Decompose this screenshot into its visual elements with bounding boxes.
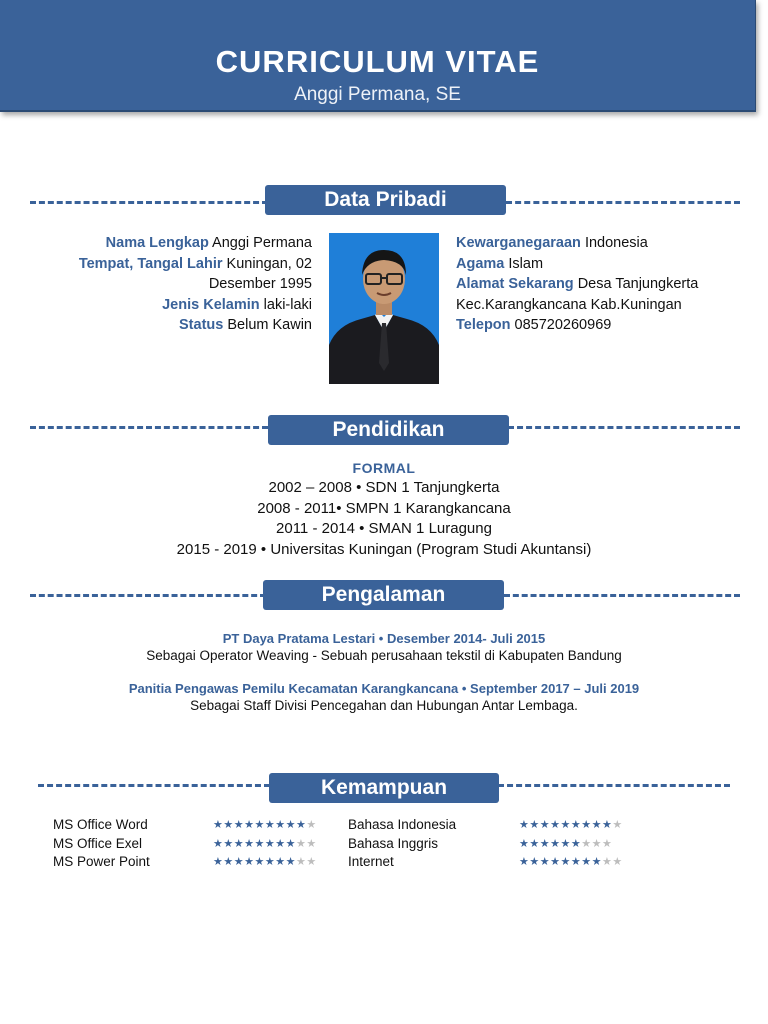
phone-row <box>456 315 698 336</box>
education-item: 2008 - 2011• SMPN 1 Karangkancana <box>257 499 511 517</box>
star-filled-icon: ★ <box>254 819 265 831</box>
star-filled-icon: ★ <box>244 837 255 850</box>
star-filled-icon: ★ <box>223 856 234 868</box>
header-banner <box>0 0 756 112</box>
star-empty-icon: ★ <box>306 819 317 831</box>
gender-label: Jenis Kelamin <box>162 296 260 313</box>
experience-description: Sebagai Operator Weaving - Sebuah perusahaan tekstil di Kabupaten Bandung <box>146 648 622 663</box>
star-filled-icon: ★ <box>244 856 255 868</box>
section-divider-education-right <box>508 426 740 429</box>
status-label: Status <box>179 317 224 334</box>
section-title-personal: Data Pribadi <box>265 185 506 215</box>
star-filled-icon: ★ <box>213 837 224 850</box>
cv-owner-name: Anggi Permana, SE <box>294 84 461 105</box>
star-filled-icon: ★ <box>285 819 296 831</box>
gender-value: laki-laki <box>263 296 312 313</box>
personal-left-column <box>79 233 312 336</box>
star-filled-icon: ★ <box>560 819 571 831</box>
skill-name: MS Office Exel <box>53 835 143 851</box>
education-formal-heading: FORMAL <box>352 460 416 476</box>
star-filled-icon: ★ <box>550 837 561 850</box>
education-item: 2011 - 2014 • SMAN 1 Luragung <box>276 520 492 538</box>
star-empty-icon: ★ <box>306 856 317 868</box>
star-filled-icon: ★ <box>264 856 276 868</box>
address-value-line2: Kec.Karangkancana Kab.Kuningan <box>456 296 682 313</box>
star-filled-icon: ★ <box>213 819 224 831</box>
skill-name: Internet <box>348 854 394 869</box>
star-empty-icon: ★ <box>581 837 592 850</box>
personal-right-column <box>456 233 698 336</box>
star-filled-icon: ★ <box>519 837 530 850</box>
section-title-education: Pendidikan <box>268 415 509 445</box>
experience-title: Panitia Pengawas Pemilu Kecamatan Karangkancana • September 2017 – Juli 2019 <box>128 681 640 696</box>
name-label: Nama Lengkap <box>105 235 209 251</box>
star-filled-icon: ★ <box>581 856 592 868</box>
star-empty-icon: ★ <box>306 837 317 850</box>
skill-rating-stars <box>213 853 317 872</box>
section-divider-personal-right <box>506 201 740 204</box>
religion-label: Agama <box>456 255 505 272</box>
gender-row <box>79 295 312 316</box>
star-empty-icon: ★ <box>296 856 307 868</box>
section-divider-skills-right <box>498 784 730 787</box>
address-label: Alamat Sekarang <box>456 276 574 293</box>
star-filled-icon: ★ <box>244 819 255 831</box>
profile-photo <box>329 233 439 384</box>
star-filled-icon: ★ <box>539 837 551 850</box>
name-value: Anggi Permana <box>212 235 312 251</box>
star-filled-icon: ★ <box>570 837 582 850</box>
star-filled-icon: ★ <box>591 819 602 831</box>
citizenship-row <box>456 233 698 254</box>
star-filled-icon: ★ <box>519 819 530 831</box>
star-filled-icon: ★ <box>275 837 286 850</box>
star-filled-icon: ★ <box>529 819 540 831</box>
experience-title: PT Daya Pratama Lestari • Desember 2014- Juli 2015 <box>222 631 546 646</box>
star-filled-icon: ★ <box>223 837 234 850</box>
star-filled-icon: ★ <box>223 819 234 831</box>
star-filled-icon: ★ <box>539 856 551 868</box>
birth-value-line2: Desember 1995 <box>208 276 312 293</box>
section-title-experience: Pengalaman <box>263 580 504 610</box>
star-filled-icon: ★ <box>275 856 286 868</box>
skill-rating-stars <box>519 853 623 872</box>
star-filled-icon: ★ <box>529 856 540 868</box>
section-divider-experience-right <box>504 594 740 597</box>
address-row <box>456 274 698 295</box>
skill-name: MS Power Point <box>53 854 150 869</box>
citizenship-label: Kewarganegaraan <box>456 235 581 251</box>
citizenship-value: Indonesia <box>584 235 648 251</box>
birth-label: Tempat, Tangal Lahir <box>78 255 223 272</box>
star-filled-icon: ★ <box>254 856 265 868</box>
star-filled-icon: ★ <box>285 856 296 868</box>
section-title-skills: Kemampuan <box>269 773 499 803</box>
star-filled-icon: ★ <box>591 856 602 868</box>
star-filled-icon: ★ <box>581 819 592 831</box>
experience-description: Sebagai Staff Divisi Pencegahan dan Hubungan Antar Lembaga. <box>190 698 578 713</box>
star-filled-icon: ★ <box>233 819 245 831</box>
phone-value: 085720260969 <box>514 317 612 334</box>
star-filled-icon: ★ <box>296 819 307 831</box>
star-empty-icon: ★ <box>612 856 623 868</box>
star-filled-icon: ★ <box>254 837 265 850</box>
skill-name: Bahasa Indonesia <box>348 817 457 832</box>
religion-row <box>456 254 698 275</box>
star-filled-icon: ★ <box>602 819 613 831</box>
section-divider-education-left <box>30 426 268 429</box>
star-filled-icon: ★ <box>550 819 561 831</box>
star-empty-icon: ★ <box>602 837 613 850</box>
section-divider-personal-left <box>30 201 268 204</box>
skill-rating-stars <box>519 816 623 835</box>
star-filled-icon: ★ <box>233 837 245 850</box>
address-value-line1: Desa Tanjungkerta <box>577 276 699 293</box>
star-empty-icon: ★ <box>612 819 623 831</box>
birth-value-line1: Kuningan, 02 <box>226 255 312 272</box>
star-filled-icon: ★ <box>264 819 276 831</box>
star-filled-icon: ★ <box>570 856 582 868</box>
star-filled-icon: ★ <box>285 837 296 850</box>
education-item: 2002 – 2008 • SDN 1 Tanjungkerta <box>268 479 500 496</box>
star-filled-icon: ★ <box>539 819 551 831</box>
skill-rating-stars <box>519 835 612 854</box>
status-value: Belum Kawin <box>227 317 312 334</box>
star-filled-icon: ★ <box>560 856 571 868</box>
skill-name: Bahasa Inggris <box>348 835 439 851</box>
religion-value: Islam <box>508 255 544 272</box>
birth-row <box>79 254 312 275</box>
star-filled-icon: ★ <box>570 819 582 831</box>
star-filled-icon: ★ <box>519 856 530 868</box>
experience-block <box>0 630 768 714</box>
phone-label: Telepon <box>456 317 511 334</box>
star-filled-icon: ★ <box>275 819 286 831</box>
star-empty-icon: ★ <box>602 856 613 868</box>
star-filled-icon: ★ <box>264 837 276 850</box>
skill-name: MS Office Word <box>53 817 148 832</box>
section-divider-skills-left <box>38 784 270 787</box>
star-filled-icon: ★ <box>529 837 540 850</box>
star-filled-icon: ★ <box>233 856 245 868</box>
star-filled-icon: ★ <box>213 856 224 868</box>
skill-rating-stars <box>213 835 317 854</box>
education-block <box>0 458 768 561</box>
cv-title: CURRICULUM VITAE <box>215 44 540 79</box>
star-filled-icon: ★ <box>560 837 571 850</box>
skill-rating-stars <box>213 816 317 835</box>
education-item: 2015 - 2019 • Universitas Kuningan (Program Studi Akuntansi) <box>176 541 592 559</box>
star-empty-icon: ★ <box>591 837 602 850</box>
name-row <box>79 233 312 254</box>
person-portrait-icon <box>329 233 439 384</box>
section-divider-experience-left <box>30 594 266 597</box>
star-filled-icon: ★ <box>550 856 561 868</box>
status-row <box>79 315 312 336</box>
star-empty-icon: ★ <box>296 837 307 850</box>
